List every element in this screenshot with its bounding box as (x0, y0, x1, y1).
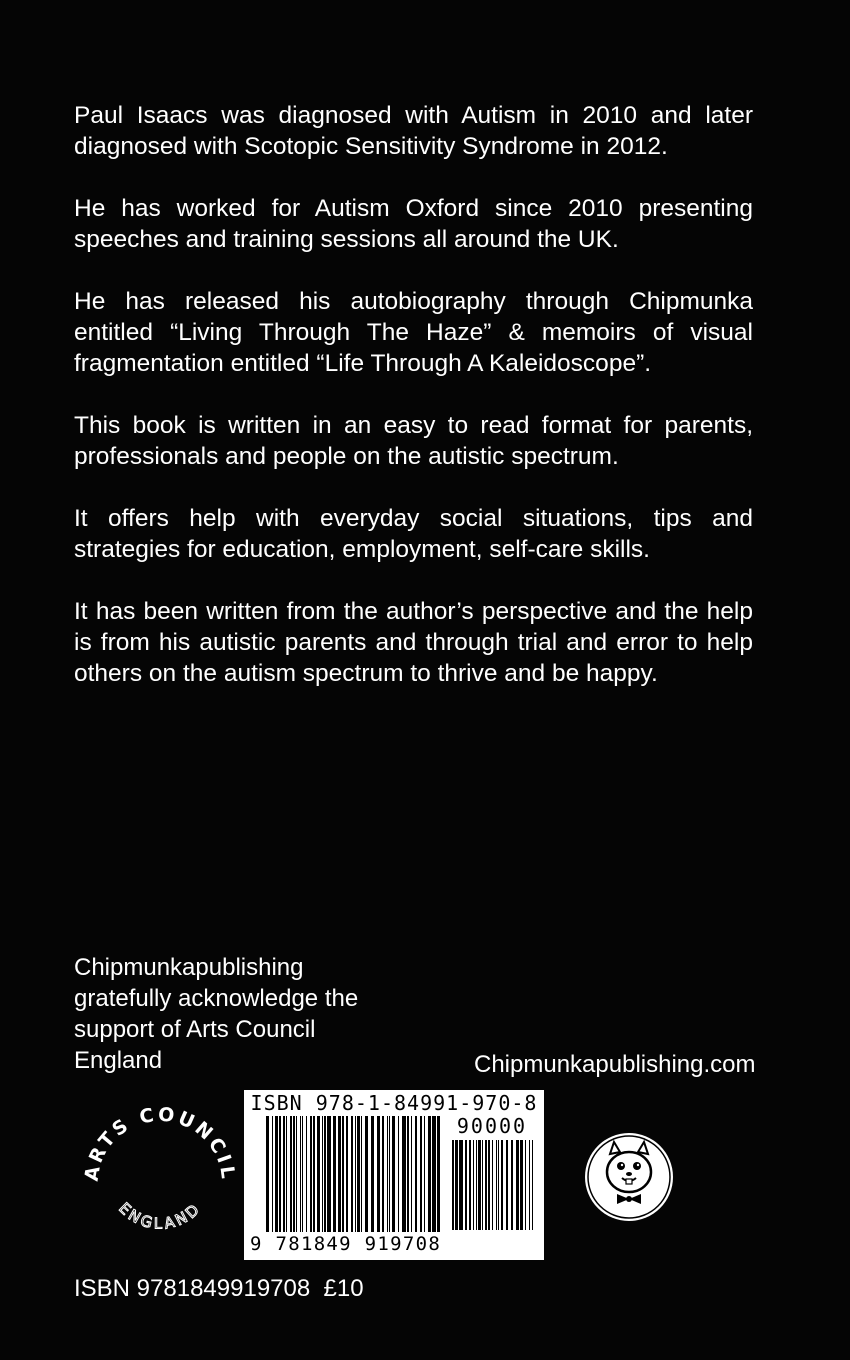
barcode-bar (420, 1116, 422, 1232)
barcode-bar (310, 1116, 312, 1232)
footer-isbn: ISBN 9781849919708 (74, 1275, 311, 1302)
barcode-bar (266, 1116, 269, 1232)
barcode-bar (532, 1140, 533, 1230)
barcode-bar (300, 1116, 301, 1232)
barcode-bar (389, 1116, 390, 1232)
barcode-bar (469, 1140, 471, 1230)
blurb-paragraph: It has been written from the author’s perspective and the help is from his autistic parents and through trial and error to help others on the autism spectrum to thrive and be happy. (74, 598, 753, 687)
barcode-bar (355, 1116, 356, 1232)
barcode-bar (398, 1116, 399, 1232)
barcode-bar (437, 1116, 440, 1232)
blurb-paragraph: He has released his autobiography through Chipmunka entitled “Living Through The Haze” & memoirs of visual fragmentation entitled “Life Through A Kaleidoscope”. (74, 288, 753, 377)
blurb-paragraph: Paul Isaacs was diagnosed with Autism in 2010 and later diagnosed with Scotopic Sensitivity Syndrome in 2012. (74, 102, 753, 160)
barcode-bar (407, 1116, 409, 1232)
isbn-barcode (244, 1090, 544, 1260)
barcode-bar (333, 1116, 336, 1232)
blurb-paragraph: He has worked for Autism Oxford since 2010 presenting speeches and training sessions all around the UK. (74, 195, 753, 253)
barcode-bar (293, 1116, 295, 1232)
barcode-bar (346, 1116, 348, 1232)
barcode-bar (424, 1116, 425, 1232)
svg-text:ENGLAND (115, 1199, 205, 1233)
barcode-bar (377, 1116, 380, 1232)
barcode-bar (455, 1140, 458, 1230)
barcode-bar (473, 1140, 474, 1230)
barcode-bar (452, 1140, 454, 1230)
acknowledgement-line: gratefully acknowledge the (74, 985, 359, 1012)
barcode-bar (342, 1116, 344, 1232)
arts-council-top-text: ARTS COUNCIL (80, 1103, 240, 1183)
barcode-bar (428, 1116, 431, 1232)
barcode-bar (371, 1116, 374, 1232)
barcode-bar (302, 1116, 303, 1232)
barcode-bar (338, 1116, 341, 1232)
barcode-bar (506, 1140, 508, 1230)
barcode-bar (482, 1140, 483, 1230)
barcode-bar (529, 1140, 530, 1230)
barcode-bar (317, 1116, 320, 1232)
svg-text:ARTS COUNCIL (81, 1103, 240, 1182)
barcode-bar (511, 1140, 513, 1230)
blurb-paragraph: This book is written in an easy to read format for parents, professionals and people on the autistic spectrum. (74, 412, 753, 470)
barcode-bar (492, 1140, 493, 1230)
barcode-bar (415, 1116, 417, 1232)
barcode-bar (279, 1116, 281, 1232)
barcode-bar (286, 1116, 287, 1232)
acknowledgement-line: Chipmunkapublishing (74, 954, 304, 981)
barcode-price-code: 90000 (456, 1114, 528, 1138)
barcode-bar (478, 1140, 481, 1230)
barcode-bar (283, 1116, 285, 1232)
footer-price: £10 (323, 1275, 364, 1302)
barcode-bar (275, 1116, 278, 1232)
barcode-bar (322, 1116, 323, 1232)
barcode-bar (465, 1140, 467, 1230)
publisher-website: Chipmunkapublishing.com (474, 1051, 756, 1078)
back-cover-blurb (74, 100, 753, 720)
barcode-bar (313, 1116, 315, 1232)
barcode-bar (476, 1140, 477, 1230)
barcode-bar (327, 1116, 331, 1232)
arts-council-logo (80, 1095, 240, 1255)
barcode-bar (516, 1140, 519, 1230)
arts-council-bottom-text: ENGLAND (115, 1198, 205, 1233)
barcode-bar (488, 1140, 490, 1230)
barcode-bar (365, 1116, 368, 1232)
barcode-bar (351, 1116, 353, 1232)
chipmunk-icon (584, 1132, 674, 1222)
acknowledgement-line: England (74, 1047, 163, 1074)
acknowledgement (74, 952, 434, 1076)
barcode-bar (459, 1140, 463, 1230)
barcode-bar (387, 1116, 388, 1232)
barcode-bar (382, 1116, 384, 1232)
barcode-bar (290, 1116, 292, 1232)
barcode-bar (411, 1116, 412, 1232)
barcode-bar (525, 1140, 526, 1230)
barcode-bar (432, 1116, 436, 1232)
barcode-bar (361, 1116, 362, 1232)
barcode-bar (306, 1116, 307, 1232)
barcode-bar (296, 1116, 297, 1232)
barcode-bar (496, 1140, 497, 1230)
acknowledgement-line: support of Arts Council (74, 1016, 316, 1043)
barcode-bar (501, 1140, 503, 1230)
barcode-bar (324, 1116, 326, 1232)
barcode-bar (485, 1140, 487, 1230)
barcode-bar (392, 1116, 395, 1232)
barcode-isbn-label: ISBN 978-1-84991-970-8 (250, 1091, 538, 1115)
barcode-bar (357, 1116, 360, 1232)
barcode-bar (272, 1116, 273, 1232)
barcode-ean-digits: 9 781849 919708 (250, 1233, 442, 1255)
barcode-bar (520, 1140, 523, 1230)
blurb-paragraph: It offers help with everyday social situations, tips and strategies for education, employment, self-care skills. (74, 505, 753, 563)
barcode-bar (498, 1140, 499, 1230)
barcode-bar (402, 1116, 406, 1232)
isbn-price-line (74, 1274, 364, 1304)
